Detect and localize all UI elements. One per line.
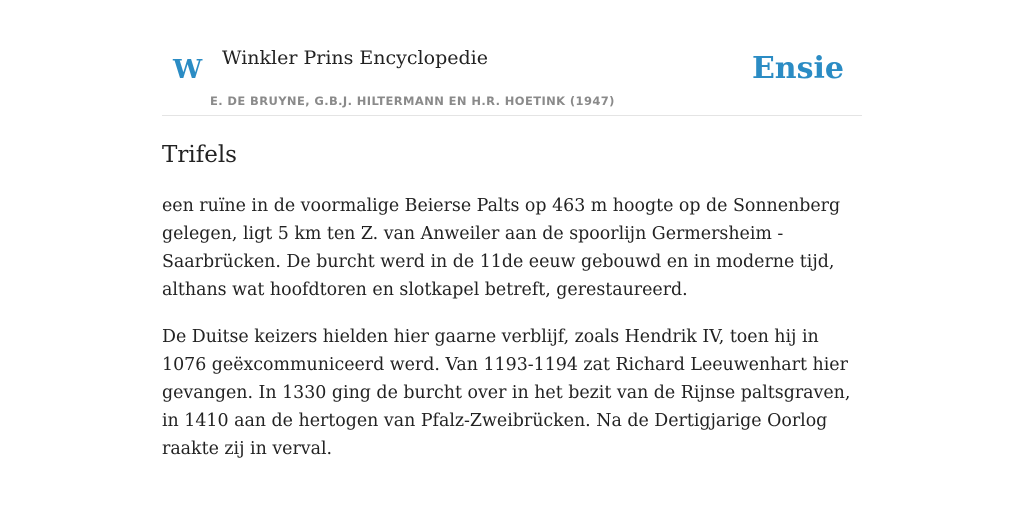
- entry-paragraph: De Duitse keizers hielden hier gaarne verblijf, zoals Hendrik IV, toen hij in 1076 geëxcommuniceerd werd. Van 1193-1194 zat Richard Leeuwenhart hier gevangen. In 1330 ging de burcht over in het bezit van de Rijnse paltsgraven, in 1410 aan de hertogen van Pfalz-Zweibrücken. Na de Dertigjarige Oorlog raakte zij in verval.: [162, 327, 851, 459]
- source-header: [162, 0, 862, 116]
- entry-title: Trifels: [162, 142, 237, 168]
- brand-logo-link[interactable]: Ensie: [751, 51, 844, 86]
- source-authors: E. DE BRUYNE, G.B.J. HILTERMANN EN H.R. HOETINK (1947): [210, 94, 615, 108]
- source-logo[interactable]: W: [173, 55, 203, 85]
- entry-paragraph: een ruïne in de voormalige Beierse Palts op 463 m hoogte op de Sonnenberg gelegen, ligt 5 km ten Z. van Anweiler aan de spoorlijn Germersheim - Saarbrücken. De burcht werd in de 11de eeuw gebouwd en in moderne tijd, althans wat hoofdtoren en slotkapel betreft, gerestaureerd.: [162, 196, 841, 300]
- entry-body: [162, 192, 862, 482]
- page-container: [162, 0, 862, 459]
- source-title[interactable]: Winkler Prins Encyclopedie: [222, 47, 488, 69]
